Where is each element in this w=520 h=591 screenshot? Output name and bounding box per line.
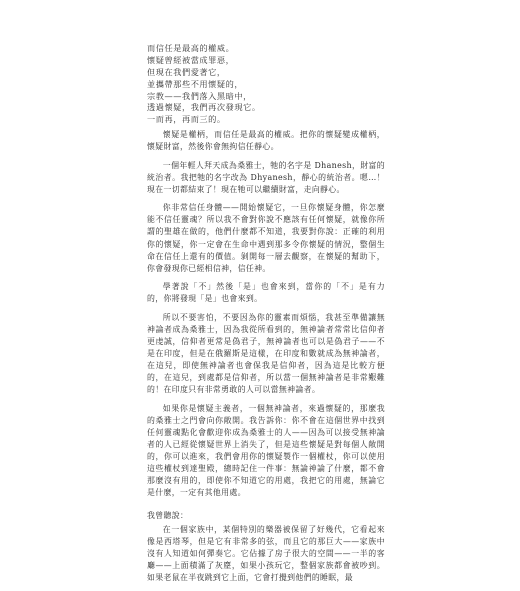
body-text xyxy=(147,129,385,591)
paragraph: 所以不要害怕，不要因為你的靈素而煩惱，我甚至準備讓無神論者成為桑雅士，因為我從所看到的，無神論者常常比信仰者更虔誠，信仰者更常是偽君子，無神論者也可以是偽君子——不是在印度，但是在俄羅斯是這樣，在印度和數就成為無神論者，在這兒，即使無神論者也會保我是信仰者，因為這是比較方便的，在這兒，到處都是信仰者，所以當一個無神論者是非常艱難的！在印度只有非常勇敢的人可以當無神論者。 xyxy=(147,312,385,395)
paragraph: 在一個家族中，某個特別的樂器被保留了好幾代，它看起來像是西塔琴，但是它有非常多的弦，而且它的那巨大——家族中沒有人知道如何彈奏它。它佔據了房子很大的空間——一半的客廳——上面積滿了灰塵，如果小孩玩它，整個家族都會被吵到。如果老鼠在半夜跳到它上面，它會打攪到他們的睡眠，最 xyxy=(147,524,385,583)
paragraph: 如果你是懷疑主義者，一個無神論者，來過懷疑的，那麼我的桑雅士之門會向你敞開。我告訴你：你不會在這個世界中找到任何靈魂點化會歡迎你成為桑雅士的人——因為可以接受無神論者的人已經從懷疑世界上消失了，但是這些懷疑是對每個人敞開的，你可以進來，我們會用你的懷疑製作一個權杖，你可以使用這些權杖到達聖殿，總時記住一件事：無論神論了什麼，都不會那麼沒有用的，即使你不知道它的用處，我把它的用處，無論它是什麼，一定有其他用處。 xyxy=(147,403,385,498)
paragraph: 懷疑是權柄，而信任是最高的權威。把你的懷疑變成權柄，懷疑財富，然後你會無拘信任靜心。 xyxy=(147,130,385,152)
poem-line: 懷疑曾經被當成罪惡， xyxy=(147,54,235,65)
poem-line: 一而再，再而三的。 xyxy=(147,114,226,125)
poem-line: 並攜帶那些不用懷疑的， xyxy=(147,78,244,89)
paragraph: 學著說「不」然後「是」也會來到，當你的「不」是有力的，你將發現「是」也會來到。 xyxy=(147,282,385,304)
section-heading: 我曾聽說： xyxy=(147,510,189,520)
poem-line: 宗教——我們落入黑暗中， xyxy=(147,90,252,101)
poem-line: 但現在我們愛著它， xyxy=(147,66,226,77)
poem-line: 而信任是最高的權威。 xyxy=(147,43,235,53)
poem-block xyxy=(147,43,407,126)
poem-line: 透過懷疑，我們再次發現它。 xyxy=(147,102,261,113)
paragraph: 一個年輕人拜天成為桑雅士，牠的名字是 Dhanesh，財富的統治者。我把牠的名字改為 Dhyanesh，靜心的統治者。嗯…！現在一切都結束了！現在牠可以繼續財富，走向靜心。 xyxy=(147,160,385,194)
paragraph: 你非常信任身體——開始懷疑它，一旦你懷疑身體，你怎麼能不信任靈魂？所以我不會對你說不應該有任何懷疑，就像你所謂的聖雄在做的，他們什麼都不知道，我要對你說：正確的利用你的懷疑，你一定會在生命中遇到那多令你懷疑的情況，整個生命在信任上還有的價值。剝開每一層去觀察，在懷疑的幫助下，你會發現你已經相信神，信任神。 xyxy=(147,203,385,273)
